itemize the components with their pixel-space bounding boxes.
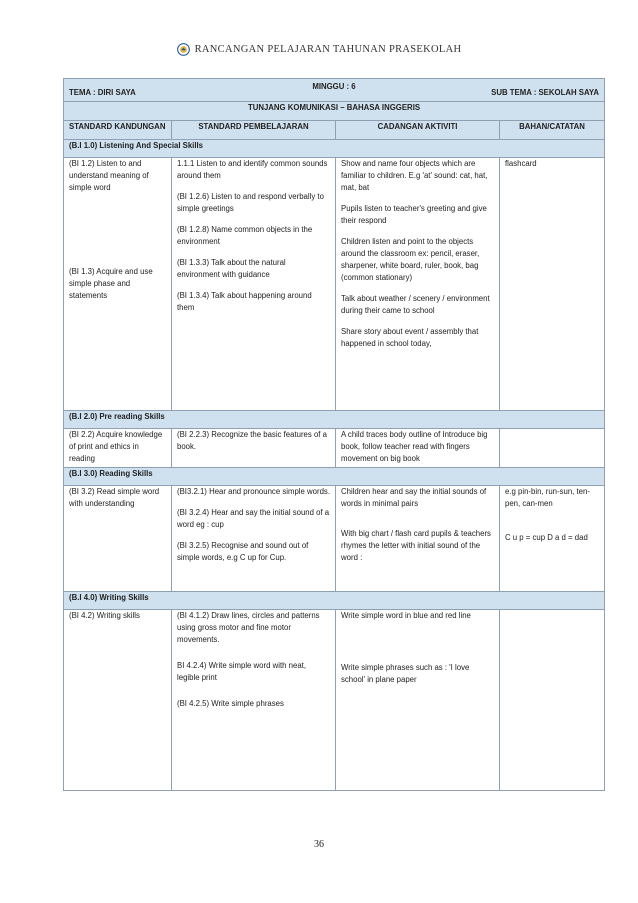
- tunjang-label: TUNJANG KOMUNIKASI – BAHASA INGGERIS: [64, 102, 605, 121]
- kandungan-text: (BI 1.3) Acquire and use simple phase and statements: [69, 267, 153, 300]
- section-title: (B.I 1.0) Listening And Special Skills: [64, 140, 605, 158]
- pembelajaran-cell: [172, 158, 336, 411]
- aktiviti-text: A child traces body outline of Introduce big book, follow teacher read with fingers movement on big book: [341, 430, 488, 463]
- bahan-cell: [500, 429, 605, 468]
- aktiviti-text: Show and name four objects which are familiar to children. E.g 'at' sound: cat, hat, mat, bat: [341, 159, 488, 192]
- pembelajaran-text: (BI 1.2.6) Listen to and respond verbally to simple greetings: [177, 192, 324, 213]
- pembelajaran-text: (BI 1.2.8) Name common objects in the environment: [177, 225, 313, 246]
- week-theme-cell: [64, 79, 605, 102]
- pembelajaran-text: (BI 4.2.5) Write simple phrases: [177, 699, 284, 708]
- column-header-kandungan: STANDARD KANDUNGAN: [64, 121, 172, 140]
- subtema-label: SUB TEMA : SEKOLAH SAYA: [491, 88, 599, 97]
- pembelajaran-text: 1.1.1 Listen to and identify common sounds around them: [177, 159, 328, 180]
- pembelajaran-text: (BI 2.2.3) Recognize the basic features of a book.: [177, 430, 327, 451]
- bahan-text: flashcard: [505, 159, 537, 168]
- pembelajaran-cell: [172, 486, 336, 592]
- table-row: [64, 429, 605, 468]
- section-title: (B.I 2.0) Pre reading Skills: [64, 411, 605, 429]
- aktiviti-text: Share story about event / assembly that happened in school today,: [341, 327, 479, 348]
- table-row: [64, 158, 605, 411]
- pembelajaran-text: (BI3.2.1) Hear and pronounce simple words.: [177, 487, 330, 496]
- tema-label: TEMA : DIRI SAYA: [69, 88, 136, 97]
- table-row: [64, 486, 605, 592]
- table-row: [64, 610, 605, 791]
- aktiviti-cell: [336, 158, 500, 411]
- kandungan-text: (BI 1.2) Listen to and understand meaning of simple word: [69, 159, 149, 192]
- header-title: RANCANGAN PELAJARAN TAHUNAN PRASEKOLAH: [194, 43, 462, 55]
- pembelajaran-text: (BI 1.3.3) Talk about the natural environment with guidance: [177, 258, 286, 279]
- bahan-cell: [500, 486, 605, 592]
- week-theme-row: [64, 79, 605, 102]
- aktiviti-text: Write simple phrases such as : 'I love school' in plane paper: [341, 663, 470, 684]
- column-header-row: [64, 121, 605, 140]
- kandungan-text: (BI 4.2) Writing skills: [69, 611, 140, 620]
- aktiviti-cell: [336, 486, 500, 592]
- aktiviti-cell: [336, 610, 500, 791]
- aktiviti-text: With big chart / flash card pupils & teachers rhymes the letter with initial sound of the word :: [341, 529, 491, 562]
- pembelajaran-text: (BI 3.2.5) Recognise and sound out of simple words, e.g C up for Cup.: [177, 541, 309, 562]
- aktiviti-text: Pupils listen to teacher's greeting and give their respond: [341, 204, 487, 225]
- pembelajaran-text: (BI 4.1.2) Draw lines, circles and patterns using gross motor and fine motor movements.: [177, 611, 320, 644]
- section-title: (B.I 4.0) Writing Skills: [64, 592, 605, 610]
- pembelajaran-text: (BI 1.3.4) Talk about happening around them: [177, 291, 312, 312]
- kandungan-text: (BI 3.2) Read simple word with understanding: [69, 487, 160, 508]
- pembelajaran-cell: [172, 429, 336, 468]
- document-header: [0, 40, 638, 58]
- bahan-text: C u p = cup D a d = dad: [505, 533, 588, 542]
- aktiviti-text: Talk about weather / scenery / environment during their came to school: [341, 294, 490, 315]
- section-row: [64, 468, 605, 486]
- kandungan-cell: [64, 158, 172, 411]
- section-row: [64, 592, 605, 610]
- tunjang-row: [64, 102, 605, 121]
- lesson-plan-table: [63, 78, 605, 791]
- column-header-pembelajaran: STANDARD PEMBELAJARAN: [172, 121, 336, 140]
- week-label: MINGGU : 6: [312, 82, 356, 91]
- kandungan-cell: [64, 429, 172, 468]
- column-header-bahan: BAHAN/CATATAN: [500, 121, 605, 140]
- aktiviti-text: Children listen and point to the objects around the classroom ex: pencil, eraser, sharpener, white board, ruler, book, bag (common stationary): [341, 237, 480, 282]
- aktiviti-text: Children hear and say the initial sounds of words in minimal pairs: [341, 487, 487, 508]
- kandungan-cell: [64, 610, 172, 791]
- section-row: [64, 140, 605, 158]
- bahan-cell: [500, 158, 605, 411]
- section-row: [64, 411, 605, 429]
- pembelajaran-text: BI 4.2.4) Write simple word with neat, legible print: [177, 661, 306, 682]
- pembelajaran-cell: [172, 610, 336, 791]
- pembelajaran-text: (BI 3.2.4) Hear and say the initial sound of a word eg : cup: [177, 508, 330, 529]
- kandungan-cell: [64, 486, 172, 592]
- kandungan-text: (BI 2.2) Acquire knowledge of print and ethics in reading: [69, 430, 163, 463]
- aktiviti-cell: [336, 429, 500, 468]
- page-number: 36: [314, 839, 324, 850]
- school-crest-icon: [177, 43, 190, 56]
- bahan-text: e.g pin-bin, run-sun, ten-pen, can-men: [505, 487, 590, 508]
- aktiviti-text: Write simple word in blue and red line: [341, 611, 471, 620]
- section-title: (B.I 3.0) Reading Skills: [64, 468, 605, 486]
- column-header-aktiviti: CADANGAN AKTIVITI: [336, 121, 500, 140]
- bahan-cell: [500, 610, 605, 791]
